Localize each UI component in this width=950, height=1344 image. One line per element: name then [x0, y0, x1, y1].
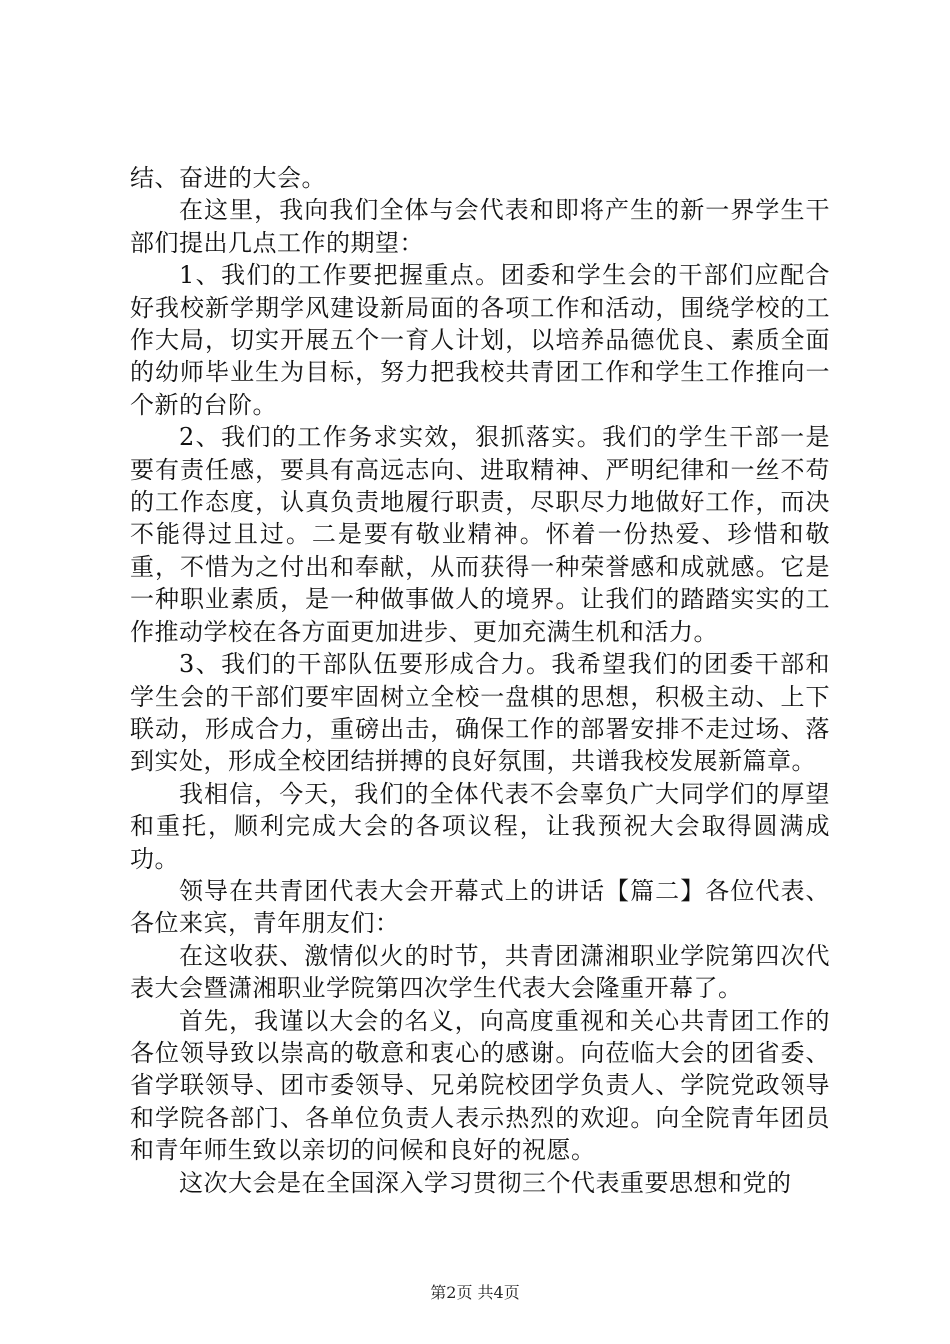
paragraph: 我相信，今天，我们的全体代表不会辜负广大同学们的厚望和重托，顺利完成大会的各项议程，让我预祝大会取得圆满成功。: [130, 779, 830, 873]
paragraph: 这次大会是在全国深入学习贯彻三个代表重要思想和党的: [179, 1168, 792, 1197]
paragraph: 首先，我谨以大会的名义，向高度重视和关心共青团工作的各位领导致以崇高的敬意和衷心的感谢。向莅临大会的团省委、省学联领导、团市委领导、兄弟院校团学负责人、学院党政领导和学院各部门、各单位负责人表示热烈的欢迎。向全院青年团员和青年师生致以亲切的问候和良好的祝愿。: [130, 1006, 830, 1165]
paragraph: 领导在共青团代表大会开幕式上的讲话【篇二】各位代表、各位来宾，青年朋友们：: [130, 876, 830, 938]
paragraph: 3、我们的干部队伍要形成合力。我希望我们的团委干部和学生会的干部们要牢固树立全校一盘棋的思想，积极主动、上下联动，形成合力，重磅出击，确保工作的部署安排不走过场、落到实处，形成全校团结拼搏的良好氛围，共谱我校发展新篇章。: [130, 650, 830, 776]
paragraph: 在这收获、激情似火的时节，共青团潇湘职业学院第四次代表大会暨潇湘职业学院第四次学生代表大会隆重开幕了。: [130, 941, 830, 1003]
document-body: [130, 162, 830, 1199]
paragraph: 1、我们的工作要把握重点。团委和学生会的干部们应配合好我校新学期学风建设新局面的各项工作和活动，围绕学校的工作大局，切实开展五个一育人计划，以培养品德优良、素质全面的幼师毕业生为目标，努力把我校共青团工作和学生工作推向一个新的台阶。: [130, 261, 830, 419]
paragraph: 2、我们的工作务求实效，狠抓落实。我们的学生干部一是要有责任感，要具有高远志向、进取精神、严明纪律和一丝不苟的工作态度，认真负责地履行职责，尽职尽力地做好工作，而决不能得过且过。二是要有敬业精神。怀着一份热爱、珍惜和敬重，不惜为之付出和奉献，从而获得一种荣誉感和成就感。它是一种职业素质，是一种做事做人的境界。让我们的踏踏实实的工作推动学校在各方面更加进步、更加充满生机和活力。: [130, 423, 830, 646]
paragraph: 结、奋进的大会。: [130, 164, 326, 192]
page-number-footer: 第2页 共4页: [430, 1283, 520, 1302]
paragraph: 在这里，我向我们全体与会代表和即将产生的新一界学生干部们提出几点工作的期望：: [130, 196, 830, 257]
